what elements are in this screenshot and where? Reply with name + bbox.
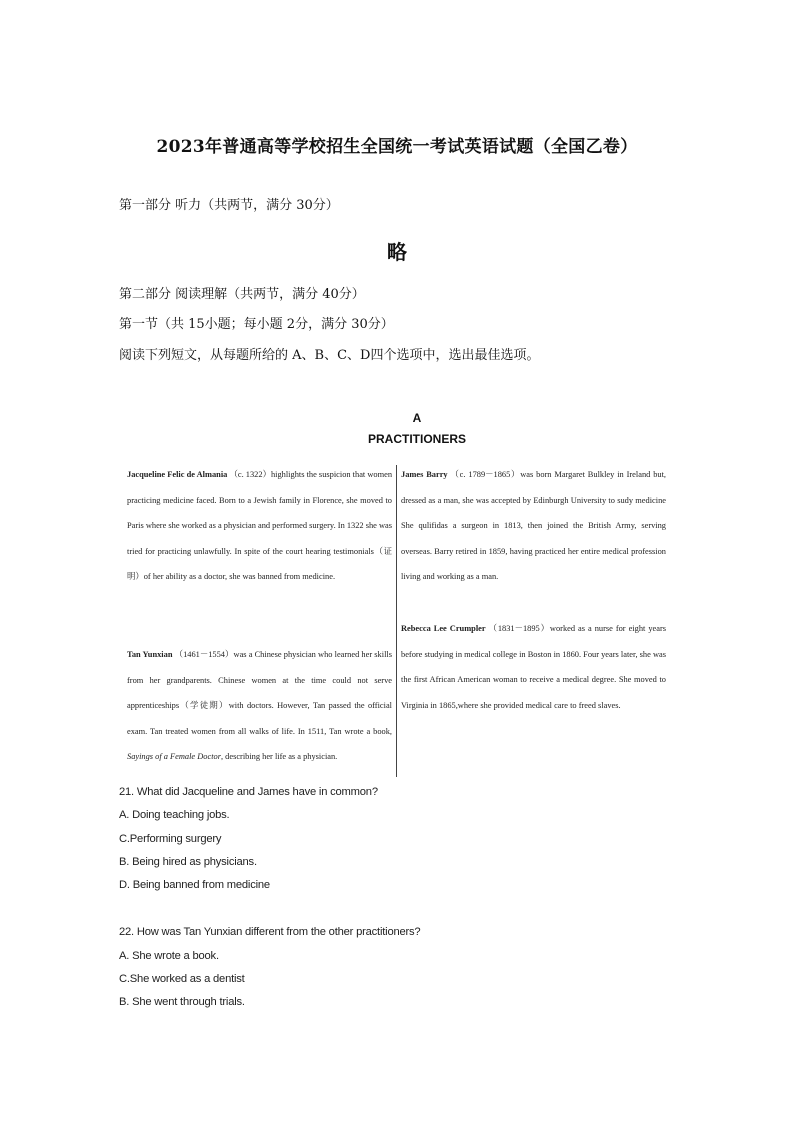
column-divider [396,465,397,777]
part-two-heading: 第二部分 阅读理解（共两节，满分 40分） [119,287,365,302]
entry-text: （c. 1322）highlights the suspicion that women practicing medicine faced. Born to a Jewish family in Florence, she moved to Paris where she worked as a physician and performed surgery. In 1322 she was tried for practicing unlawfully. In spite of the court hearing testimonials（证明）of her ability as a doctor, she was banned from medicine. [127,470,393,582]
entry-james-barry [401,462,666,590]
book-title: Sayings of a Female Doctor [127,752,221,762]
entry-text: （1831－1895）worked as a nurse for eight years before studying in medical college in Boston in 1860. Four years later, she was the first African American woman to receive a medical degree. She moved to Virginia in 1865,where she provided medical care to freed slaves. [401,624,666,710]
question-21-option[interactable]: D. Being banned from medicine [119,879,270,891]
entry-name: James Barry [401,470,448,479]
entry-text: （1461－1554）was a Chinese physician who learned her skills from her grandparents. Chinese women at the time could not serve apprenticeships（学徒期）with doctors. However, Tan passed the official exam. Tan treated women from all walks of life. In 1511, Tan wrote a book, [127,650,392,736]
question-21-option[interactable]: A. Doing teaching jobs. [119,809,230,821]
entry-text: , describing her life as a physician. [220,752,338,762]
omitted-mark: 略 [387,240,407,264]
passage-letter: A [412,411,422,425]
entry-name: Tan Yunxian [127,650,173,659]
section-one-heading: 第一节（共 15小题；每小题 2分，满分 30分） [119,317,394,332]
passage-heading: PRACTITIONERS [367,432,466,446]
question-22-stem: 22. How was Tan Yunxian different from the other practitioners? [119,926,421,938]
question-22-option[interactable]: C.She worked as a dentist [119,973,245,985]
instruction-text: 阅读下列短文，从每题所给的 A、B、C、D四个选项中，选出最佳选项。 [119,348,540,363]
question-22-option[interactable]: B. She went through trials. [119,996,245,1008]
entry-text: （c. 1789－1865）was born Margaret Bulkley in Ireland but, dressed as a man, she was accepted by Edinburgh University to sudy medicine She qulifidas a surgeon in 1813, then joined the British Army, serving overseas. Barry retired in 1859, having practiced her entire medical profession living and working as a man. [401,470,666,582]
part-one-heading: 第一部分 听力（共两节，满分 30分） [119,198,339,213]
document-title: 2023年普通高等学校招生全国统一考试英语试题（全国乙卷） [156,137,638,157]
question-21-option[interactable]: B. Being hired as physicians. [119,856,257,868]
entry-rebecca-lee-crumpler [401,616,666,718]
entry-name: Jacqueline Felic de Almania [127,470,228,479]
entry-name: Rebecca Lee Crumpler [401,624,486,633]
question-22-option[interactable]: A. She wrote a book. [119,950,219,962]
entry-jacqueline [127,462,392,590]
entry-tan-yunxian [127,642,392,770]
question-21-stem: 21. What did Jacqueline and James have in common? [119,786,378,798]
question-21-option[interactable]: C.Performing surgery [119,833,222,845]
